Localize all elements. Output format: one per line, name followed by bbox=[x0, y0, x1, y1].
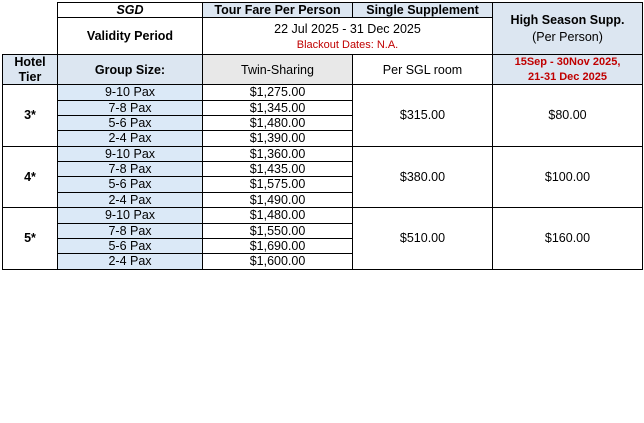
group-size-value: 2-4 Pax bbox=[58, 254, 203, 269]
group-size-value: 2-4 Pax bbox=[58, 192, 203, 207]
corner-blank-2 bbox=[3, 18, 58, 55]
table-row bbox=[3, 85, 643, 100]
hotel-tier-value: 4* bbox=[3, 146, 58, 208]
twin-sharing-fare: $1,480.00 bbox=[203, 115, 353, 130]
twin-sharing-fare: $1,390.00 bbox=[203, 131, 353, 146]
twin-sharing-fare: $1,480.00 bbox=[203, 208, 353, 223]
tour-fare-title: Tour Fare Per Person bbox=[203, 3, 353, 18]
twin-sharing-header: Twin-Sharing bbox=[203, 55, 353, 85]
table-header-row-3 bbox=[3, 55, 643, 85]
twin-sharing-fare: $1,575.00 bbox=[203, 177, 353, 192]
hotel-tier-header: Hotel Tier bbox=[3, 55, 58, 85]
twin-sharing-fare: $1,435.00 bbox=[203, 162, 353, 177]
twin-sharing-fare: $1,275.00 bbox=[203, 85, 353, 100]
validity-period-label: Validity Period bbox=[58, 18, 203, 55]
group-size-value: 9-10 Pax bbox=[58, 146, 203, 161]
table-row bbox=[3, 208, 643, 223]
group-size-value: 5-6 Pax bbox=[58, 177, 203, 192]
high-season-title-cell bbox=[493, 3, 643, 55]
validity-dates-cell bbox=[203, 18, 493, 55]
group-size-value: 5-6 Pax bbox=[58, 115, 203, 130]
twin-sharing-fare: $1,550.00 bbox=[203, 223, 353, 238]
hotel-tier-value: 5* bbox=[3, 208, 58, 270]
high-season-supplement-value: $80.00 bbox=[493, 85, 643, 147]
validity-dates: 22 Jul 2025 - 31 Dec 2025 bbox=[274, 22, 421, 37]
hotel-tier-value: 3* bbox=[3, 85, 58, 147]
twin-sharing-fare: $1,600.00 bbox=[203, 254, 353, 269]
single-supplement-value: $380.00 bbox=[353, 146, 493, 208]
twin-sharing-fare: $1,490.00 bbox=[203, 192, 353, 207]
blackout-dates: Blackout Dates: N.A. bbox=[296, 38, 399, 51]
twin-sharing-fare: $1,345.00 bbox=[203, 100, 353, 115]
group-size-value: 2-4 Pax bbox=[58, 131, 203, 146]
per-sgl-room-header: Per SGL room bbox=[353, 55, 493, 85]
group-size-value: 7-8 Pax bbox=[58, 223, 203, 238]
twin-sharing-fare: $1,360.00 bbox=[203, 146, 353, 161]
group-size-value: 9-10 Pax bbox=[58, 85, 203, 100]
high-season-dates-line-1: 15Sep - 30Nov 2025, bbox=[514, 56, 621, 69]
single-supplement-title: Single Supplement bbox=[353, 3, 493, 18]
twin-sharing-fare: $1,690.00 bbox=[203, 238, 353, 253]
high-season-subtitle: (Per Person) bbox=[532, 30, 603, 45]
table-row bbox=[3, 146, 643, 161]
single-supplement-value: $510.00 bbox=[353, 208, 493, 270]
single-supplement-value: $315.00 bbox=[353, 85, 493, 147]
currency-label: SGD bbox=[58, 3, 203, 18]
corner-blank-1 bbox=[3, 3, 58, 18]
high-season-supplement-value: $100.00 bbox=[493, 146, 643, 208]
group-size-value: 7-8 Pax bbox=[58, 162, 203, 177]
group-size-value: 9-10 Pax bbox=[58, 208, 203, 223]
tour-fare-price-table bbox=[2, 2, 643, 270]
high-season-dates-line-2: 21-31 Dec 2025 bbox=[528, 70, 607, 83]
high-season-title: High Season Supp. bbox=[510, 12, 625, 27]
group-size-value: 7-8 Pax bbox=[58, 100, 203, 115]
high-season-supplement-value: $160.00 bbox=[493, 208, 643, 270]
group-size-value: 5-6 Pax bbox=[58, 238, 203, 253]
table-header-row-1 bbox=[3, 3, 643, 18]
group-size-header: Group Size: bbox=[58, 55, 203, 85]
high-season-dates-cell bbox=[493, 55, 643, 85]
